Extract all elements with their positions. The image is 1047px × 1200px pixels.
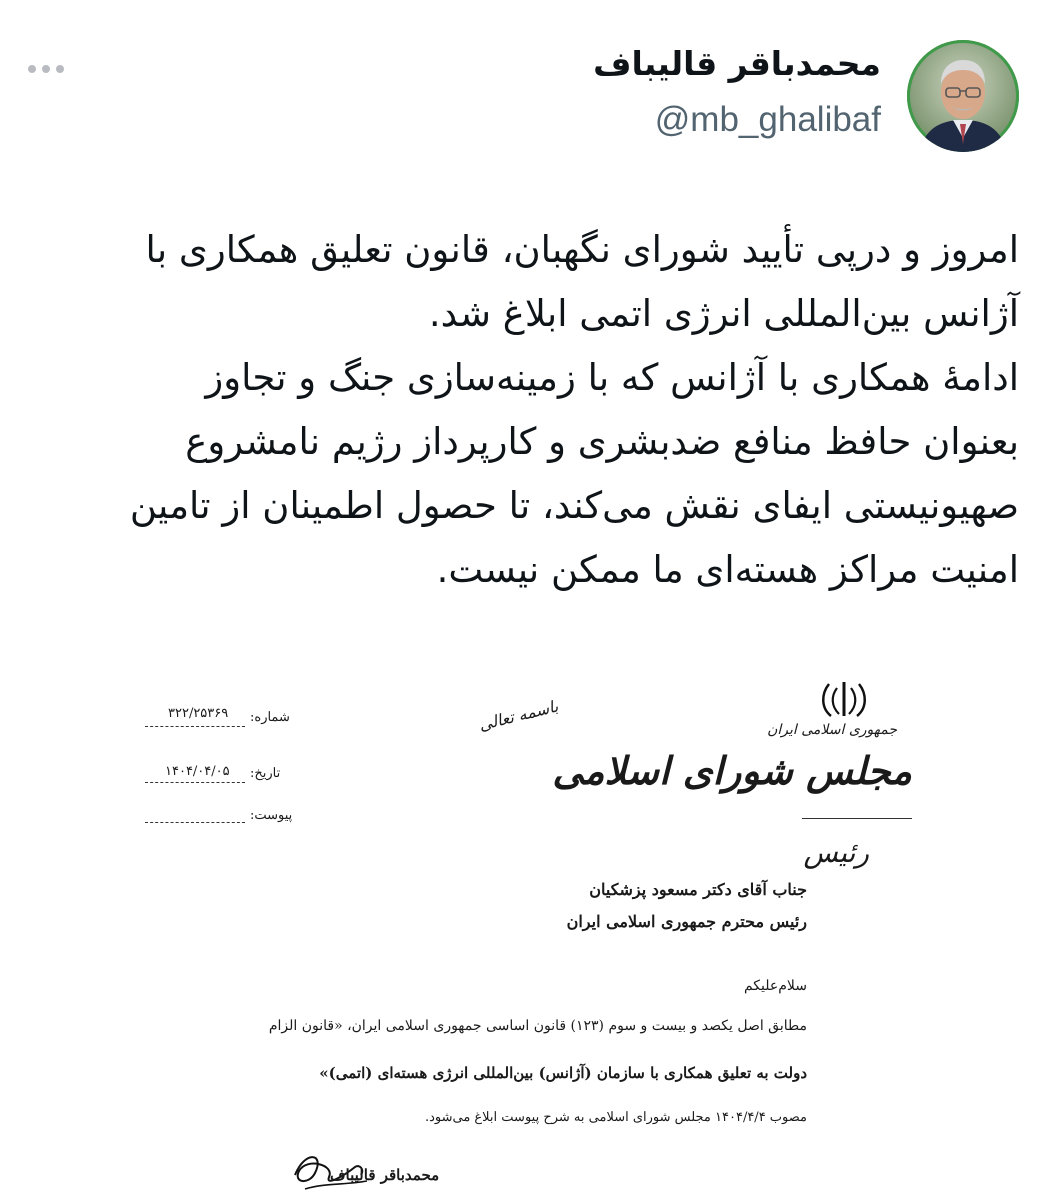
number-label: شماره: <box>250 710 290 725</box>
attached-document-image[interactable] <box>0 640 1047 1200</box>
avatar[interactable] <box>907 40 1019 152</box>
tweet-line: آژانس بین‌المللی انرژی اتمی ابلاغ شد. <box>428 292 1019 335</box>
date-label: تاریخ: <box>250 766 281 781</box>
tweet-line: ادامهٔ همکاری با آژانس که با زمینه‌سازی جنگ و تجاوز <box>205 356 1019 399</box>
tweet-header <box>0 0 1047 170</box>
letterhead-top-line: جمهوری اسلامی ایران <box>767 722 897 738</box>
date-value: ۱۴۰۴/۰۴/۰۵ <box>165 764 230 779</box>
more-options-icon[interactable] <box>28 58 72 80</box>
date-underline <box>145 782 245 783</box>
tweet-text <box>19 218 1019 602</box>
letter-body-line: مصوب ۱۴۰۴/۴/۴ مجلس شورای اسلامی به شرح پیوست ابلاغ می‌شود. <box>424 1110 807 1125</box>
letterhead-title: مجلس شورای اسلامی <box>552 748 912 793</box>
letterhead-role: رئیس <box>803 836 869 869</box>
number-value: ۳۲۲/۲۵۳۶۹ <box>168 706 229 721</box>
letter-body-line: مطابق اصل یکصد و بیست و سوم (۱۲۳) قانون اساسی جمهوری اسلامی ایران، «قانون الزام <box>268 1018 807 1034</box>
user-handle[interactable]: @mb_ghalibaf <box>654 100 881 139</box>
avatar-portrait <box>907 40 1019 152</box>
tweet-line: صهیونیستی ایفای نقش می‌کند، تا حصول اطمینان از تامین <box>129 484 1019 527</box>
recipient-title: رئیس محترم جمهوری اسلامی ایران <box>566 912 807 931</box>
motto-signature: باسمه تعالی <box>476 696 561 735</box>
display-name[interactable]: محمدباقر قالیباف <box>593 44 881 83</box>
recipient-name: جناب آقای دکتر مسعود پزشکیان <box>589 880 807 899</box>
tweet-line: امنیت مراکز هسته‌ای ما ممکن نیست. <box>436 548 1019 591</box>
signatory-name: محمدباقر قالیباف <box>330 1166 440 1184</box>
attachment-label: پیوست: <box>250 808 293 823</box>
tweet-line: امروز و درپی تأیید شورای نگهبان، قانون تعلیق همکاری با <box>145 228 1019 271</box>
greeting: سلام‌علیکم <box>743 978 807 994</box>
number-underline <box>145 726 245 727</box>
tweet-line: بعنوان حافظ منافع ضدبشری و کارپرداز رژیم نامشروع <box>185 420 1019 463</box>
attachment-underline <box>145 822 245 823</box>
letterhead-divider <box>802 818 912 819</box>
letter-body-line: دولت به تعلیق همکاری با سازمان (آژانس) بین‌المللی انرژی هسته‌ای (اتمی)» <box>319 1064 807 1082</box>
iran-emblem-icon <box>819 680 869 720</box>
